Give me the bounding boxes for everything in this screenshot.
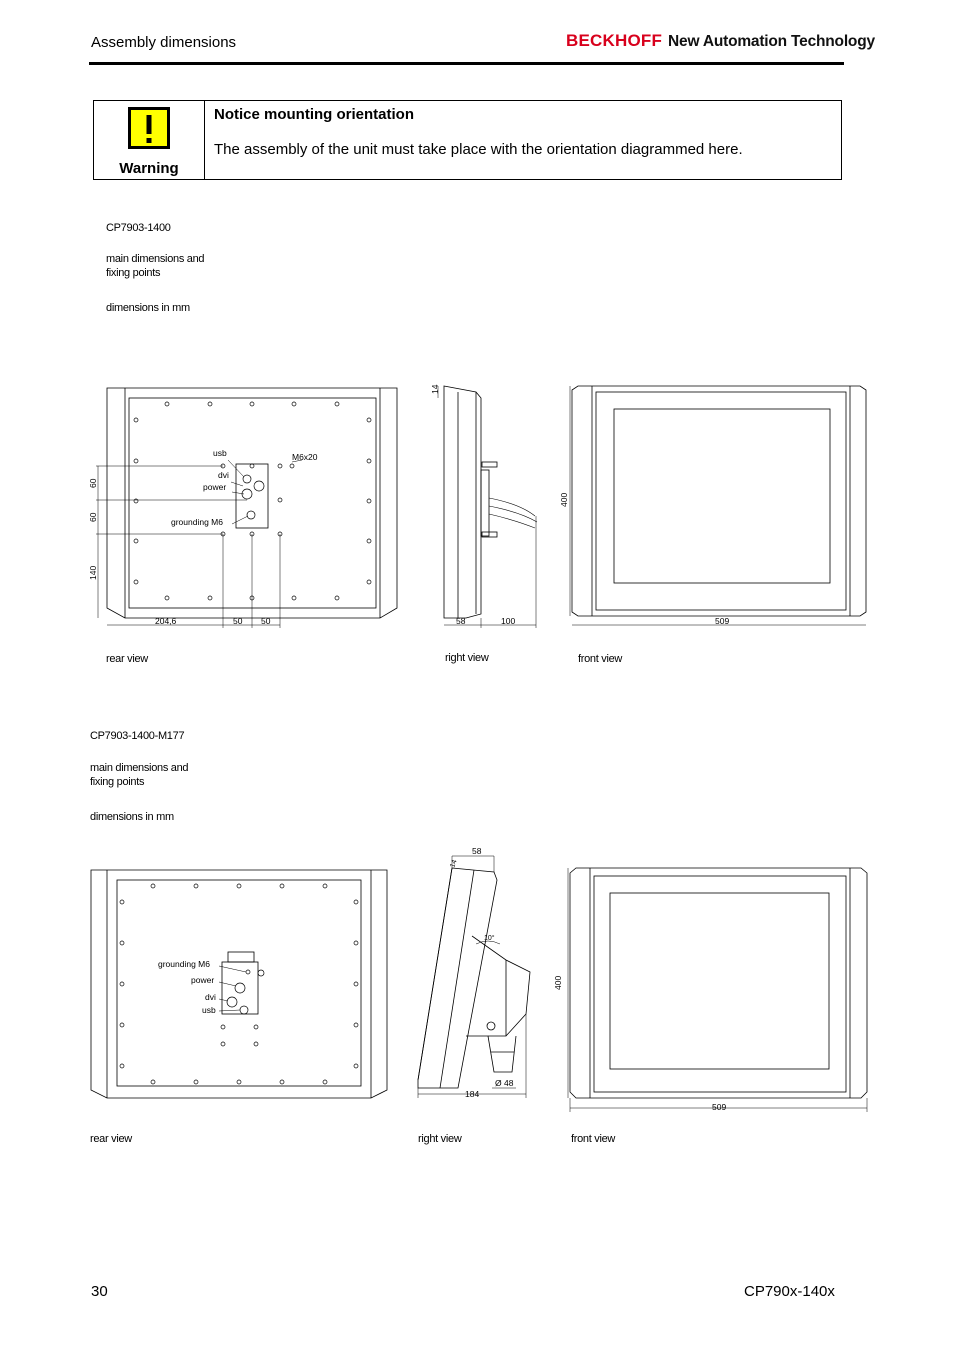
d2-port-dvi: dvi: [205, 992, 216, 1002]
d1-port-dvi: dvi: [218, 470, 229, 480]
drawing1-desc-1: main dimensions and: [106, 253, 205, 265]
drawing2-desc-2: fixing points: [90, 776, 145, 788]
d1-dim-60b: 60: [88, 512, 98, 522]
d1-dim-60a: 60: [88, 478, 98, 488]
drawing2-front-label: front view: [571, 1133, 616, 1145]
page-number: 30: [91, 1283, 108, 1300]
d1-dim-58: 58: [456, 616, 466, 626]
d1-dim-14: 14: [430, 384, 440, 394]
d1-screw: M6x20: [292, 452, 318, 462]
d1-dim-100: 100: [501, 616, 516, 626]
drawing2-rear-label: rear view: [90, 1133, 132, 1145]
d2-dim-14: 14: [449, 858, 459, 869]
drawing2-front-view: [568, 868, 867, 1112]
d1-dim-50a: 50: [233, 616, 243, 626]
drawing1-desc-2: fixing points: [106, 267, 161, 279]
section-title: Assembly dimensions: [91, 34, 237, 51]
d1-port-ground: grounding M6: [171, 517, 223, 527]
drawing2-units: dimensions in mm: [90, 811, 174, 823]
drawing1-units: dimensions in mm: [106, 302, 190, 314]
d2-dim-509: 509: [712, 1102, 727, 1112]
drawing2-right-label: right view: [418, 1133, 462, 1145]
d1-dim-50b: 50: [261, 616, 271, 626]
drawing2-desc-1: main dimensions and: [90, 762, 189, 774]
d2-port-ground: grounding M6: [158, 959, 210, 969]
d1-dim-400: 400: [559, 492, 569, 507]
d2-dim-184: 184: [465, 1089, 480, 1099]
d2-port-usb: usb: [202, 1005, 216, 1015]
d2-dim-10deg: 10°: [484, 935, 495, 942]
notice-text: The assembly of the unit must take place with the orientation diagrammed here.: [214, 141, 743, 158]
d1-port-power: power: [203, 482, 227, 492]
drawing1-front-label: front view: [578, 653, 623, 665]
d2-dim-58: 58: [472, 846, 482, 856]
d1-dim-140: 140: [88, 565, 98, 580]
drawing1-right-label: right view: [445, 652, 489, 664]
d2-dim-400: 400: [553, 975, 563, 990]
drawing2-model: CP7903-1400-M177: [90, 730, 185, 742]
d2-port-power: power: [191, 975, 215, 985]
notice-title: Notice mounting orientation: [214, 106, 414, 123]
d2-dim-48: Ø 48: [495, 1078, 514, 1088]
brand-name: BECKHOFF: [566, 31, 663, 50]
d1-port-usb: usb: [213, 448, 227, 458]
d1-dim-509: 509: [715, 616, 730, 626]
drawing1-model: CP7903-1400: [106, 222, 171, 234]
drawing2-rear-view: [91, 870, 387, 1098]
brand-tagline: New Automation Technology: [668, 33, 875, 50]
warning-label: Warning: [119, 160, 179, 177]
d1-dim-204: 204,6: [155, 616, 177, 626]
drawing1-rear-label: rear view: [106, 653, 148, 665]
doc-code: CP790x-140x: [744, 1283, 835, 1300]
drawing2-right-view: [418, 856, 530, 1098]
